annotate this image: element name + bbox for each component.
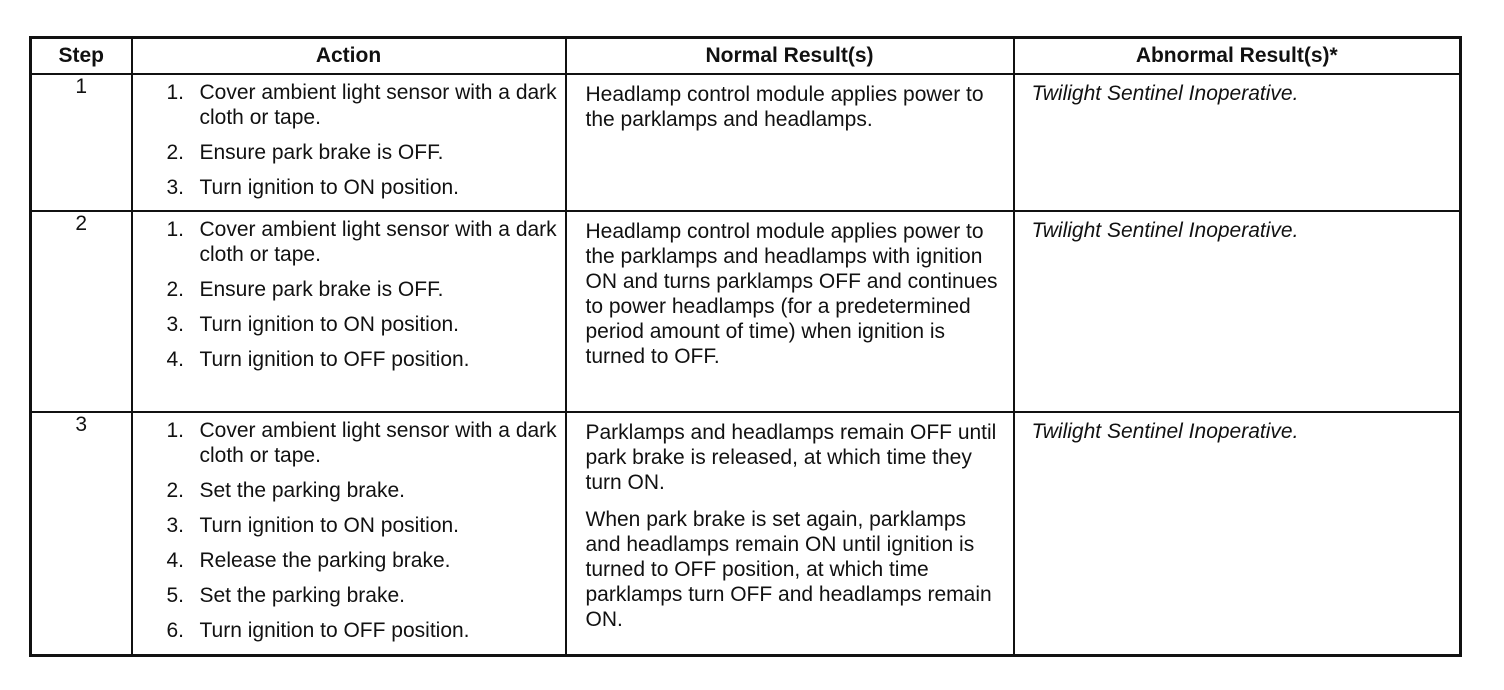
header-action: Action: [132, 38, 566, 75]
abnormal-result-text: Twilight Sentinel Inoperative.: [1031, 219, 1299, 242]
normal-result-cell: [566, 211, 1014, 412]
normal-result-text: Parklamps and headlamps remain OFF until park brake is released, at which time they turn ON.: [585, 421, 997, 494]
action-item: 6. Turn ignition to OFF position.: [166, 619, 470, 642]
abnormal-result-text: Twilight Sentinel Inoperative.: [1031, 420, 1299, 443]
abnormal-result-cell: [1014, 412, 1461, 655]
action-item: 2. Ensure park brake is OFF.: [166, 278, 444, 301]
normal-result-cell: [566, 412, 1014, 655]
action-item: 3. Turn ignition to ON position.: [166, 514, 460, 537]
action-list: [133, 75, 565, 205]
header-normal-results: Normal Result(s): [566, 38, 1014, 75]
normal-result-text: Headlamp control module applies power to the parklamps and headlamps with ignition ON and turns parklamps OFF and continues to power headlamps (for a predetermined period amount of time) when ignition is turned to OFF.: [585, 220, 998, 368]
action-list: [133, 212, 565, 377]
header-step: Step: [31, 38, 132, 75]
action-item: 3. Turn ignition to ON position.: [166, 313, 460, 336]
normal-result-text: When park brake is set again, parklamps and headlamps remain ON until ignition is turned to OFF position, at which time parklamps turn OFF and headlamps remain ON.: [585, 508, 992, 631]
action-item: 1. Cover ambient light sensor with a dark cloth or tape.: [166, 218, 557, 266]
action-item: 2. Ensure park brake is OFF.: [166, 141, 444, 164]
diagnostic-table: [29, 36, 1462, 657]
table-row: [31, 412, 1461, 655]
normal-result-text: Headlamp control module applies power to the parklamps and headlamps.: [585, 83, 984, 131]
table-row: [31, 211, 1461, 412]
action-list: [133, 413, 565, 648]
header-row: [31, 38, 1461, 75]
step-number: 2: [31, 211, 132, 412]
action-item: 3. Turn ignition to ON position.: [166, 176, 460, 199]
table-row: [31, 74, 1461, 211]
abnormal-result-cell: [1014, 74, 1461, 211]
header-abnormal-results: Abnormal Result(s)*: [1014, 38, 1461, 75]
action-item: 1. Cover ambient light sensor with a dark cloth or tape.: [166, 419, 557, 467]
abnormal-result-text: Twilight Sentinel Inoperative.: [1031, 82, 1299, 105]
action-item: 4. Turn ignition to OFF position.: [166, 348, 470, 371]
step-number: 3: [31, 412, 132, 655]
action-cell: [132, 74, 566, 211]
normal-result-cell: [566, 74, 1014, 211]
action-cell: [132, 211, 566, 412]
abnormal-result-cell: [1014, 211, 1461, 412]
action-item: 5. Set the parking brake.: [166, 584, 405, 607]
action-item: 2. Set the parking brake.: [166, 479, 405, 502]
action-cell: [132, 412, 566, 655]
action-item: 1. Cover ambient light sensor with a dark cloth or tape.: [166, 81, 557, 129]
action-item: 4. Release the parking brake.: [166, 549, 451, 572]
step-number: 1: [31, 74, 132, 211]
